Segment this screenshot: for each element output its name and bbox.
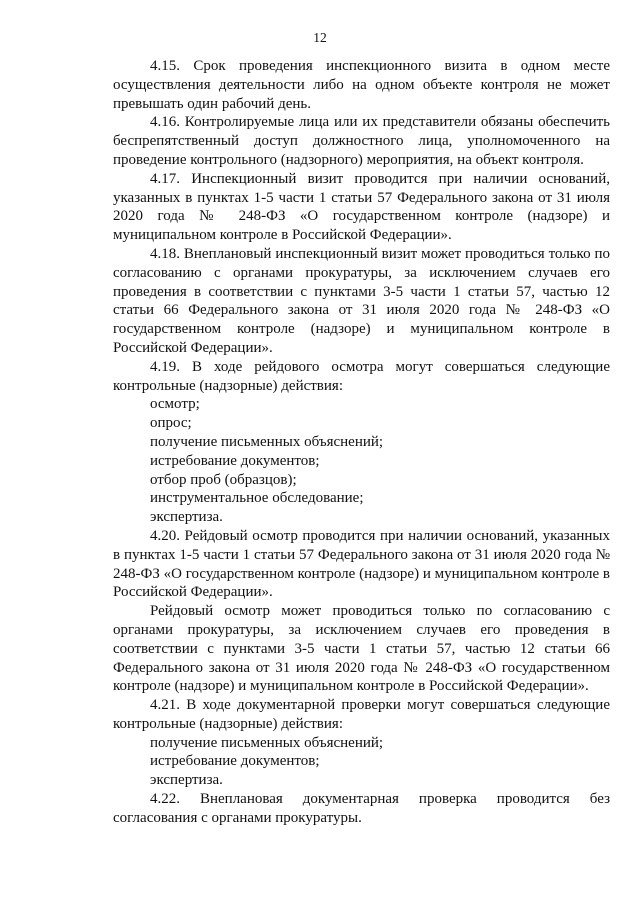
list-item: истребование документов; <box>150 452 320 469</box>
paragraph-4-17: 4.17. Инспекционный визит проводится при наличии оснований, указанных в пунктах 1-5 части 1 статьи 57 Федерального закона от 31 июля 2020 года № 248-ФЗ «О государственном контроле (надзоре) и муниципальном контроле в Российской Федерации». <box>113 170 610 244</box>
list-item: получение письменных объяснений; <box>150 734 384 751</box>
list-item: экспертиза. <box>150 509 223 526</box>
document-body <box>113 57 610 828</box>
list-item: инструментальное обследование; <box>150 490 364 507</box>
paragraph-4-16: 4.16. Контролируемые лица или их представители обязаны обеспечить беспрепятственный доступ должностного лица, уполномоченного на проведение контрольного (надзорного) мероприятия, на объект контроля. <box>113 114 610 168</box>
page-number: 12 <box>313 30 327 45</box>
list-item: осмотр; <box>150 396 200 413</box>
paragraph-raid-inspection-approval: Рейдовый осмотр может проводиться только по согласованию с органами прокуратуры, за исключением случаев его проведения в соответствии с пунктами 3-5 части 1 статьи 57, частью 12 статьи 66 Федерального закона от 31 июля 2020 года № 248-ФЗ «О государственном контроле (надзоре) и муниципальном контроле в Российской Федерации». <box>113 603 610 695</box>
list-item: получение письменных объяснений; <box>150 433 384 450</box>
paragraph-4-22: 4.22. Внеплановая документарная проверка проводится без согласования с органами прокуратуры. <box>113 791 610 826</box>
list-item: отбор проб (образцов); <box>150 471 297 488</box>
paragraph-4-19: 4.19. В ходе рейдового осмотра могут совершаться следующие контрольные (надзорные) действия: <box>113 358 610 394</box>
list-item: истребование документов; <box>150 753 320 770</box>
paragraph-4-20: 4.20. Рейдовый осмотр проводится при наличии оснований, указанных в пунктах 1-5 части 1 статьи 57 Федерального закона от 31 июля 2020 года № 248-ФЗ «О государственном контроле (надзоре) и муниципальном контроле в Российской Федерации». <box>113 527 610 601</box>
paragraph-4-18: 4.18. Внеплановый инспекционный визит может проводиться только по согласованию с органами прокуратуры, за исключением случаев его проведения в соответствии с пунктами 3-5 части 1 статьи 57, частью 12 статьи 66 Федерального закона от 31 июля 2020 года № 248-ФЗ «О государственном контроле (надзоре) и муниципальном контроле в Российской Федерации». <box>113 245 610 356</box>
list-item: экспертиза. <box>150 772 223 789</box>
paragraph-4-21: 4.21. В ходе документарной проверки могут совершаться следующие контрольные (надзорные) действия: <box>113 697 610 732</box>
list-item: опрос; <box>150 415 192 432</box>
paragraph-4-15: 4.15. Срок проведения инспекционного визита в одном месте осуществления деятельности либо на одном объекте контроля не может превышать один рабочий день. <box>113 58 610 112</box>
